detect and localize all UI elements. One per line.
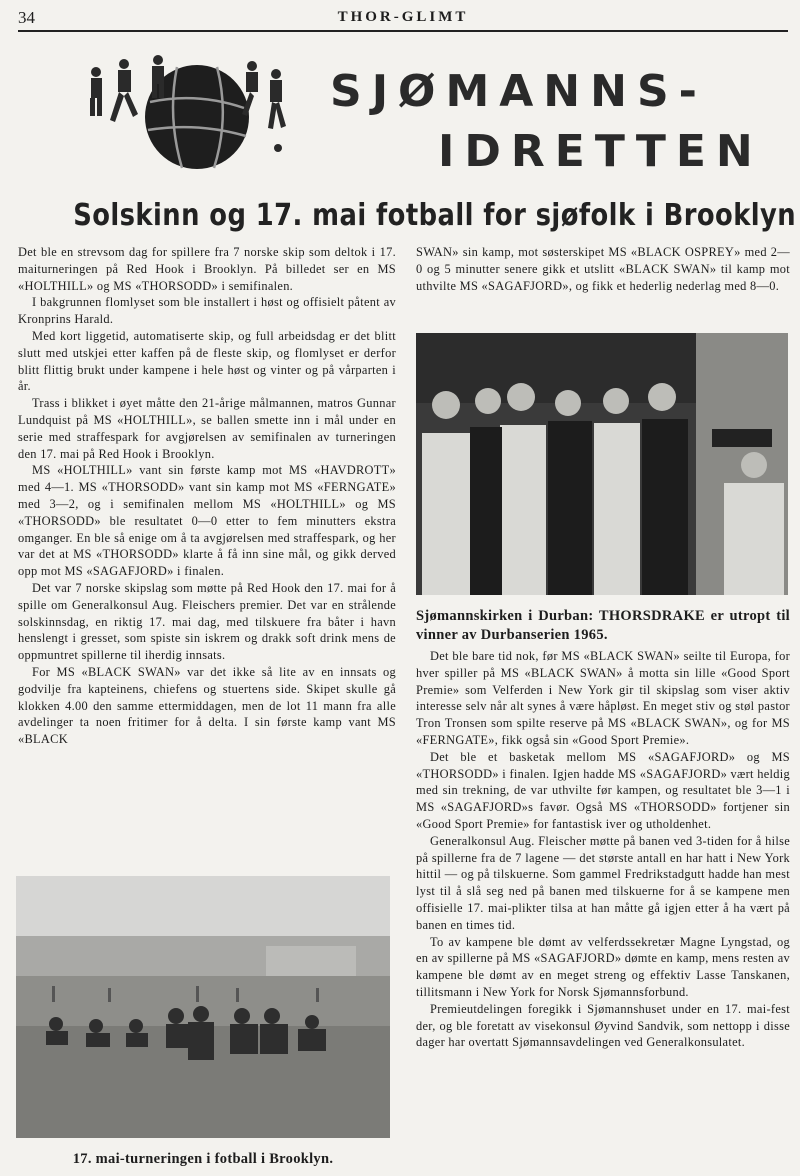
paragraph: MS «HOLTHILL» vant sin første kamp mot MS «HAVDROTT» med 4—1. MS «THORSODD» vant sin kamp mot MS «FERNGATE» med 3—2, og i semifinalen mellom MS «HOLTHILL» og MS «THORSODD» ble resultatet 0—0 etter to fem minutters ekstra omganger. En ble så enige om å ta avgjørelsen med straffespark, og her var det at MS «THORSODD» klarte å få inn sine mål, og gikk derved opp mot MS «SAGAFJORD» i finalen. <box>18 463 396 579</box>
right-column-top <box>416 244 790 294</box>
brooklyn-football-photo <box>16 876 390 1138</box>
section-title-line1: SJØMANNS- <box>330 66 707 117</box>
paragraph: Med kort liggetid, automatiserte skip, og full arbeidsdag er det blitt slutt med utskjei etter kaffen på de fleste skip, og flomlyset er derfor blitt flittig brukt under kampene i hele høst og vinter og på vårparten i år. <box>18 328 396 394</box>
paragraph: Premieutdelingen foregikk i Sjømannshuset under en 17. mai-fest der, og ble foretatt av visekonsul Øyvind Sandvik, som nettopp i disse dager har overtatt Sjømannsavdelingen ved Generalkonsulatet. <box>416 1001 790 1050</box>
paragraph: I bakgrunnen flomlyset som ble installert i høst og offisielt påtent av Kronprins Harald. <box>18 295 396 327</box>
article-headline: Solskinn og 17. mai fotball for sjøfolk i Brooklyn <box>73 198 797 233</box>
paragraph: Generalkonsul Aug. Fleischer møtte på banen ved 3-tiden for å hilse på spillerne fra de 7 lagene — det største antall en har hatt i New York hittil — og på tilskuerne. Som gammel Fredrikstadgutt hadde han mest lyst til å slå seg ned på banen med tilskuerne for å se kampene men offisielle 17. mai-plikter tilsa at han måtte gå igjen etter å ha vært på banen en times tid. <box>416 833 790 932</box>
paragraph: To av kampene ble dømt av velferdssekretær Magne Lyngstad, og en av spillerne på MS «SAGAFJORD» dømte en kamp, mens resten av kampene ble dømt av en meget streng og effektiv Lasse Tanskanen, tillitsmann i New York for Norsk Sjømannsforbund. <box>416 934 790 999</box>
section-title <box>320 62 763 182</box>
durban-photo-caption: Sjømannskirken i Durban: THORSDRAKE er utropt til vinner av Durbanserien 1965. <box>416 608 790 643</box>
paragraph: Trass i blikket i øyet måtte den 21-årige målmannen, matros Gunnar Lundquist på MS «HOLTHILL», se ballen smette inn i mål under en serie med straffespark for avgjørelsen av semifinalen av turneringen den 17. mai på Red Hook i Brooklyn. <box>18 396 396 461</box>
paragraph: Det ble bare tid nok, før MS «BLACK SWAN» seilte til Europa, for hver spiller på MS «BLACK SWAN» å motta sin lille «Good Sport Premie» som Velferden i New York gir til skipslag som viser aktiv interesse selv når alt synes å være håpløst. En meget stiv og støl pastor Tron Tronsen som spilte reserve på MS «BLACK SWAN», og for MS «FERNGATE», fikk også sin «Good Sport Premie». <box>416 649 790 747</box>
page-number: 34 <box>18 8 35 27</box>
paragraph: Det ble en strevsom dag for spillere fra 7 norske skip som deltok i 17. maiturneringen på Red Hook i Brooklyn. På billedet ser en MS «HOLTHILL» og MS «THORSODD» i semifinalen. <box>18 245 396 293</box>
brooklyn-photo-caption: 17. mai-turneringen i fotball i Brooklyn. <box>72 1151 334 1167</box>
paragraph: For MS «BLACK SWAN» var det ikke så lite av en innsats og godvilje fra kapteinens, chiefens og stuertens side. Skipet skulle gå klokken 4.00 den samme ettermiddagen, men de lot 11 mann fra alle avdelinger ta noen fritimer for å delta. I sin første kamp vant MS «BLACK <box>18 664 396 747</box>
running-title: THOR-GLIMT <box>337 9 469 25</box>
football-players-logo <box>82 52 292 182</box>
paragraph: SWAN» sin kamp, mot søsterskipet MS «BLACK OSPREY» med 2—0 og 5 minutter senere gikk et utslitt «BLACK SWAN» til kamp mot uthvilte MS «SAGAFJORD», og fikk et hederlig nederlag med 8—0. <box>416 245 790 293</box>
durban-group-photo <box>416 333 788 595</box>
paragraph: Det ble et basketak mellom MS «SAGAFJORD» og MS «THORSODD» i finalen. Igjen hadde MS «SAGAFJORD» vært heldig med sin trekning, de var uthvilte før kampen, og resultatet ble 3—1 i MS «SAGAFJORD»s favør. Også MS «THORSODD» fortjener sin «Good Sport Premie» for fantastisk iver og utholdenhet. <box>416 749 790 831</box>
paragraph: Det var 7 norske skipslag som møtte på Red Hook den 17. mai for å spille om Generalkonsul Aug. Fleischers premier. Det var en strålende solskinnsdag, en riktig 17. mai dag, med tilskuere fra båter i havn henslengt i gresset, som spiste sin iskrem og drakk soft drink mens de oppmuntret spillerne til iherdig innsats. <box>18 580 396 663</box>
page-header <box>18 4 788 32</box>
section-title-line2: IDRETTEN <box>438 126 763 177</box>
left-column <box>18 244 396 748</box>
right-column <box>416 648 790 1051</box>
